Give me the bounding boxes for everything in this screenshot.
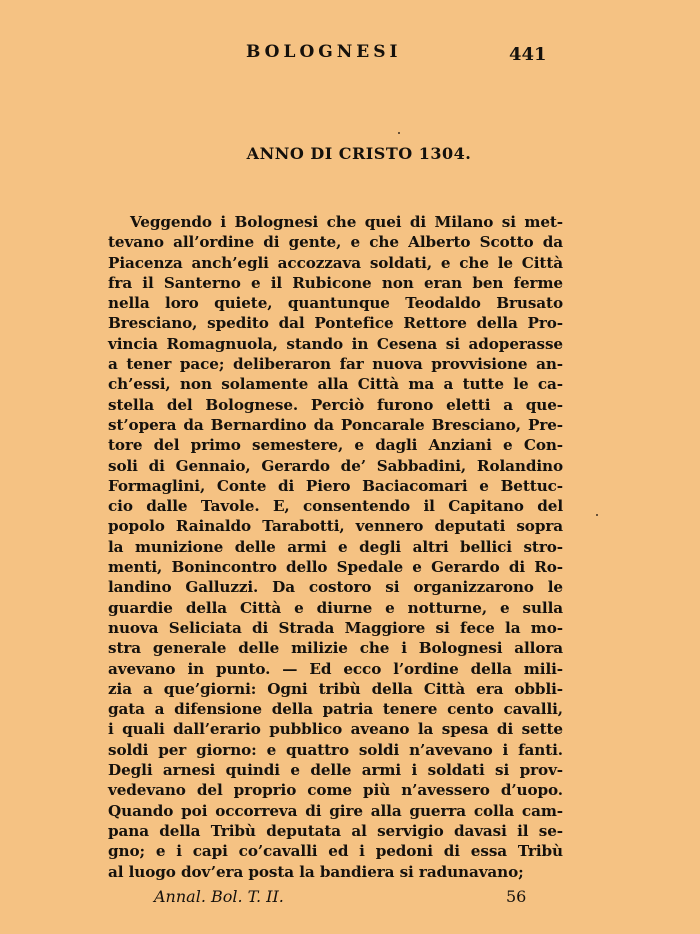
text-line: avevano in punto. — Ed ecco l’ordine della mili-: [108, 659, 563, 678]
text-line: menti, Bonincontro dello Spedale e Gerardo di Ro-: [108, 558, 563, 577]
text-line: zia a que’giorni: Ogni tribù della Città era obbli-: [108, 679, 563, 698]
text-line: a tener pace; deliberaron far nuova provvisione an-: [108, 355, 563, 374]
text-line: al luogo dov’era posta la bandiera si radunavano;: [108, 862, 524, 881]
text-line: pana della Tribù deputata al servigio davasi il se-: [108, 821, 563, 840]
text-line: fra il Santerno e il Rubicone non eran ben ferme: [108, 273, 563, 292]
text-line: Formaglini, Conte di Piero Baciacomari e Bettuc-: [108, 476, 563, 495]
text-line: tore del primo semestere, e dagli Anziani e Con-: [108, 436, 563, 455]
text-line: nuova Seliciata di Strada Maggiore si fece la mo-: [108, 618, 563, 637]
page-footer: [0, 887, 700, 909]
text-line: popolo Rainaldo Tarabotti, vennero deputati sopra: [108, 517, 563, 536]
text-line: stella del Bolognese. Perciò furono eletti a que-: [108, 395, 563, 414]
text-line: vincia Romagnuola, stando in Cesena si adoperasse: [108, 334, 563, 353]
signature-number: 56: [506, 887, 527, 906]
text-line: gno; e i capi co’cavalli ed i pedoni di essa Tribù: [108, 842, 563, 861]
year-heading: ANNO DI CRISTO 1304.: [246, 144, 472, 163]
printing-speck: [596, 514, 598, 516]
text-line: soli di Gennaio, Gerardo de’ Sabbadini, Rolandino: [108, 456, 563, 475]
page-number: 441: [509, 44, 547, 65]
text-line: nella loro quiete, quantunque Teodaldo Brusato: [108, 294, 563, 313]
text-line: tevano all’ordine di gente, e che Alberto Scotto da: [108, 233, 563, 252]
text-line: gata a difensione della patria tenere cento cavalli,: [108, 700, 563, 719]
text-line: Veggendo i Bolognesi che quei di Milano si met-: [130, 213, 563, 231]
text-line: cio dalle Tavole. E, consentendo il Capitano del: [108, 497, 563, 516]
text-line: Degli arnesi quindi e delle armi i soldati si prov-: [108, 761, 563, 780]
text-line: stra generale delle milizie che i Bolognesi allora: [108, 639, 563, 658]
signature-mark: Annal. Bol. T. II.: [154, 887, 284, 906]
text-line: Bresciano, spedito dal Pontefice Rettore della Pro-: [108, 314, 563, 333]
text-line: soldi per giorno: e quattro soldi n’avevano i fanti.: [108, 740, 563, 759]
text-line: ch’essi, non solamente alla Città ma a tutte le ca-: [108, 375, 563, 394]
text-line: st’opera da Bernardino da Poncarale Bresciano, Pre-: [108, 415, 563, 434]
body-paragraph: [108, 212, 563, 882]
text-line: landino Galluzzi. Da costoro si organizzarono le: [108, 578, 563, 597]
printing-speck: [398, 132, 400, 134]
text-line: Quando poi occorreva di gire alla guerra colla cam-: [108, 801, 563, 820]
text-line: i quali dall’erario pubblico aveano la spesa di sette: [108, 720, 563, 739]
running-head-title: BOLOGNESI: [246, 42, 402, 62]
text-line: guardie della Città e diurne e notturne, e sulla: [108, 598, 563, 617]
text-line: Piacenza anch’egli accozzava soldati, e che le Città: [108, 253, 563, 272]
text-line: vedevano del proprio come più n’avessero d’uopo.: [108, 781, 563, 800]
text-line: la munizione delle armi e degli altri bellici stro-: [108, 537, 563, 556]
